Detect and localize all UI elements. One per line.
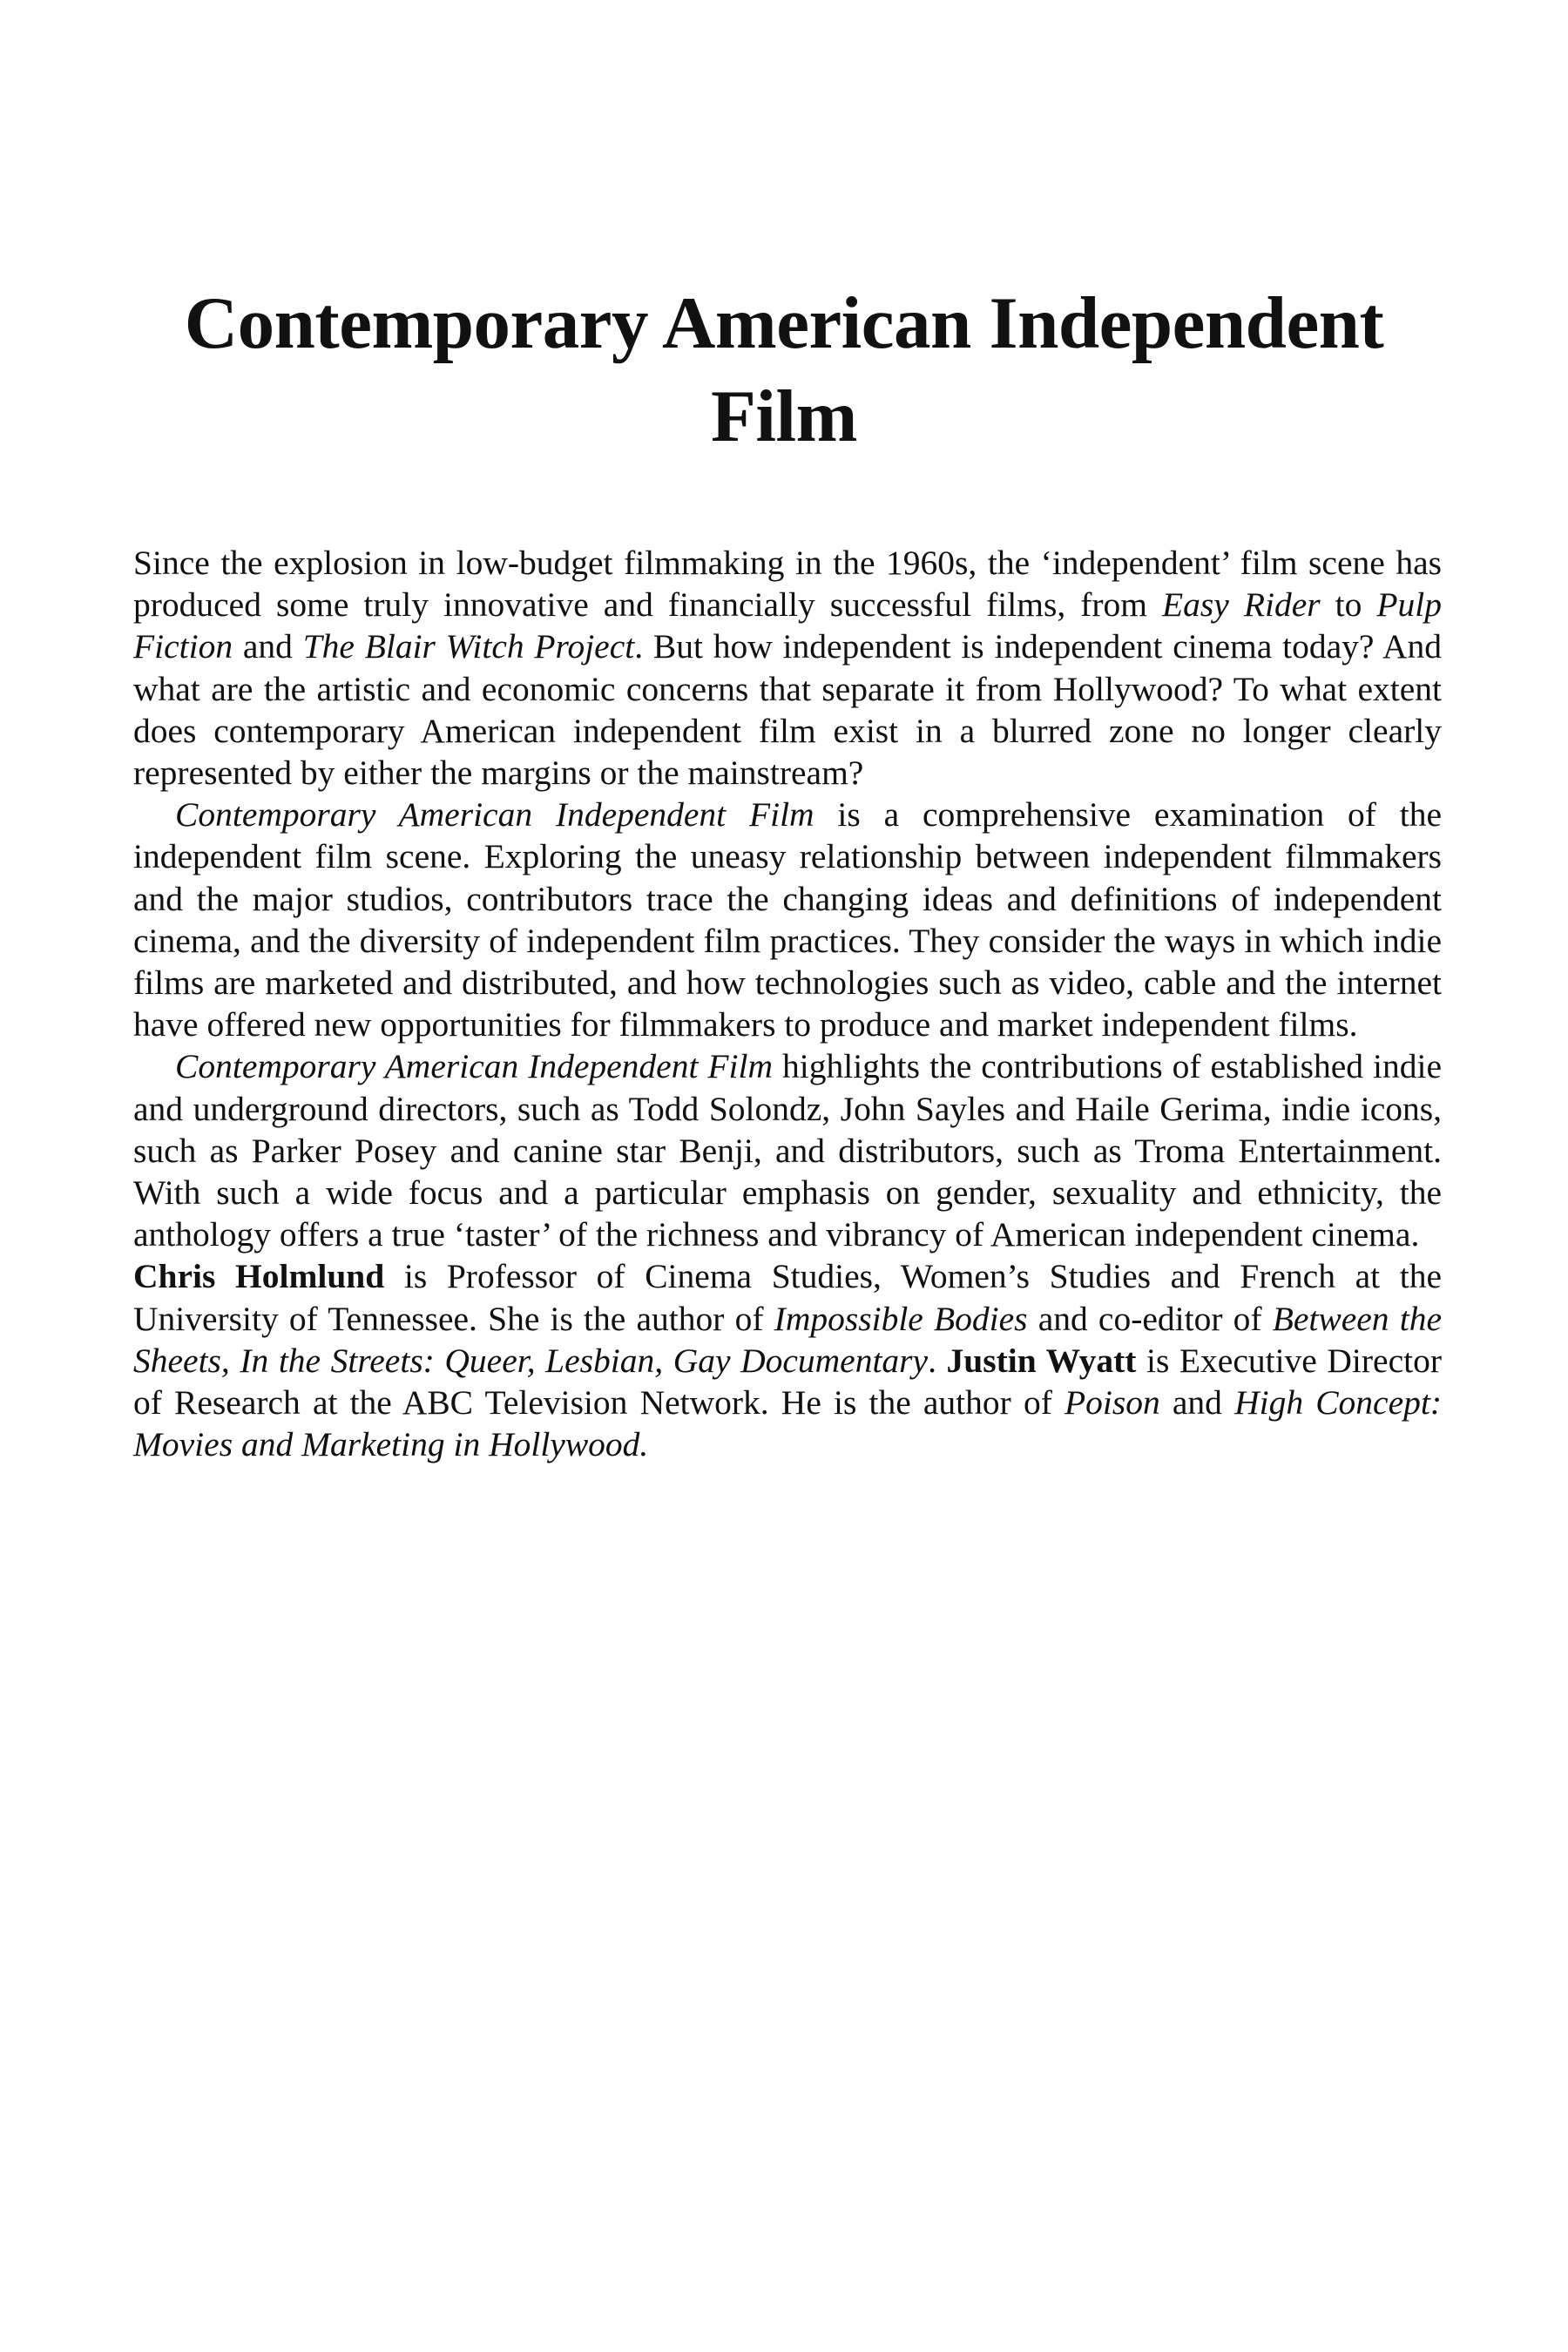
text-segment: is Professor of Cinema Studies, Women’s Studies and French at the University of Tennessee. She is the author of (133, 1257, 1442, 1338)
text-segment: . But how independent is independent cinema today? And what are the artistic and economic concerns that separate it from Hollywood? To what extent does contemporary American independent film exist in a blurred zone no longer clearly represented by either the margins or the mainstream? (133, 627, 1442, 793)
book-title-between-the-sheets: Between the Sheets, In the Streets: Queer, Lesbian, Gay Documentary (133, 1299, 1442, 1380)
text-segment: and co-editor of (1027, 1299, 1273, 1338)
book-title-reference: Contemporary American Independent Film (175, 795, 814, 835)
editors-bio (133, 1255, 1442, 1465)
text-segment: to (1320, 585, 1377, 625)
editor-name-wyatt: Justin Wyatt (946, 1341, 1137, 1380)
book-title-line-2: Film (711, 375, 857, 457)
book-title-poison: Poison (1064, 1383, 1160, 1423)
text-segment: is Executive Director of Research at the ABC Television Network. He is the author of (133, 1341, 1443, 1423)
blurb-paragraph-highlights (133, 1045, 1442, 1255)
film-title-pulp-fiction: Pulp Fiction (133, 585, 1443, 666)
blurb-paragraph-intro (133, 542, 1442, 794)
text-segment: and (1159, 1383, 1235, 1423)
editor-name-holmlund: Chris Holmlund (133, 1257, 385, 1296)
text-segment: highlights the contributions of established indie and underground directors, such as Todd Solondz, John Sayles and Haile Gerima, indie icons, such as Parker Posey and canine star Benji, and distributors, such as Troma Entertainment. With such a wide focus and a particular emphasis on gender, sexuality and ethnicity, the anthology offers a true ‘taster’ of the richness and vibrancy of American independent cinema. (133, 1047, 1442, 1254)
text-segment: Since the explosion in low-budget filmmaking in the 1960s, the ‘independent’ film scene has produced some truly innovative and financially successful films, from (133, 544, 1442, 625)
book-title-reference: Contemporary American Independent Film (175, 1047, 774, 1086)
film-title-easy-rider: Easy Rider (1162, 585, 1321, 625)
book-title-high-concept: High Concept: Movies and Marketing in Hollywood. (133, 1383, 1442, 1464)
book-title-impossible-bodies: Impossible Bodies (774, 1299, 1028, 1338)
text-segment: . (928, 1341, 947, 1380)
book-title-line-1: Contemporary American Independent (184, 282, 1384, 364)
text-segment: is a comprehensive examination of the independent film scene. Exploring the uneasy relationship between independent filmmakers and the major studios, contributors trace the changing ideas and definitions of independent cinema, and the diversity of independent film practices. They consider the ways in which indie films are marketed and distributed, and how technologies such as video, cable and the internet have offered new opportunities for filmmakers to produce and market independent films. (133, 795, 1442, 1044)
book-title (131, 277, 1437, 463)
blurb-paragraph-overview (133, 794, 1442, 1045)
film-title-blair-witch: The Blair Witch Project (302, 627, 635, 666)
text-segment: and (233, 627, 303, 666)
blurb-text (133, 542, 1442, 1465)
